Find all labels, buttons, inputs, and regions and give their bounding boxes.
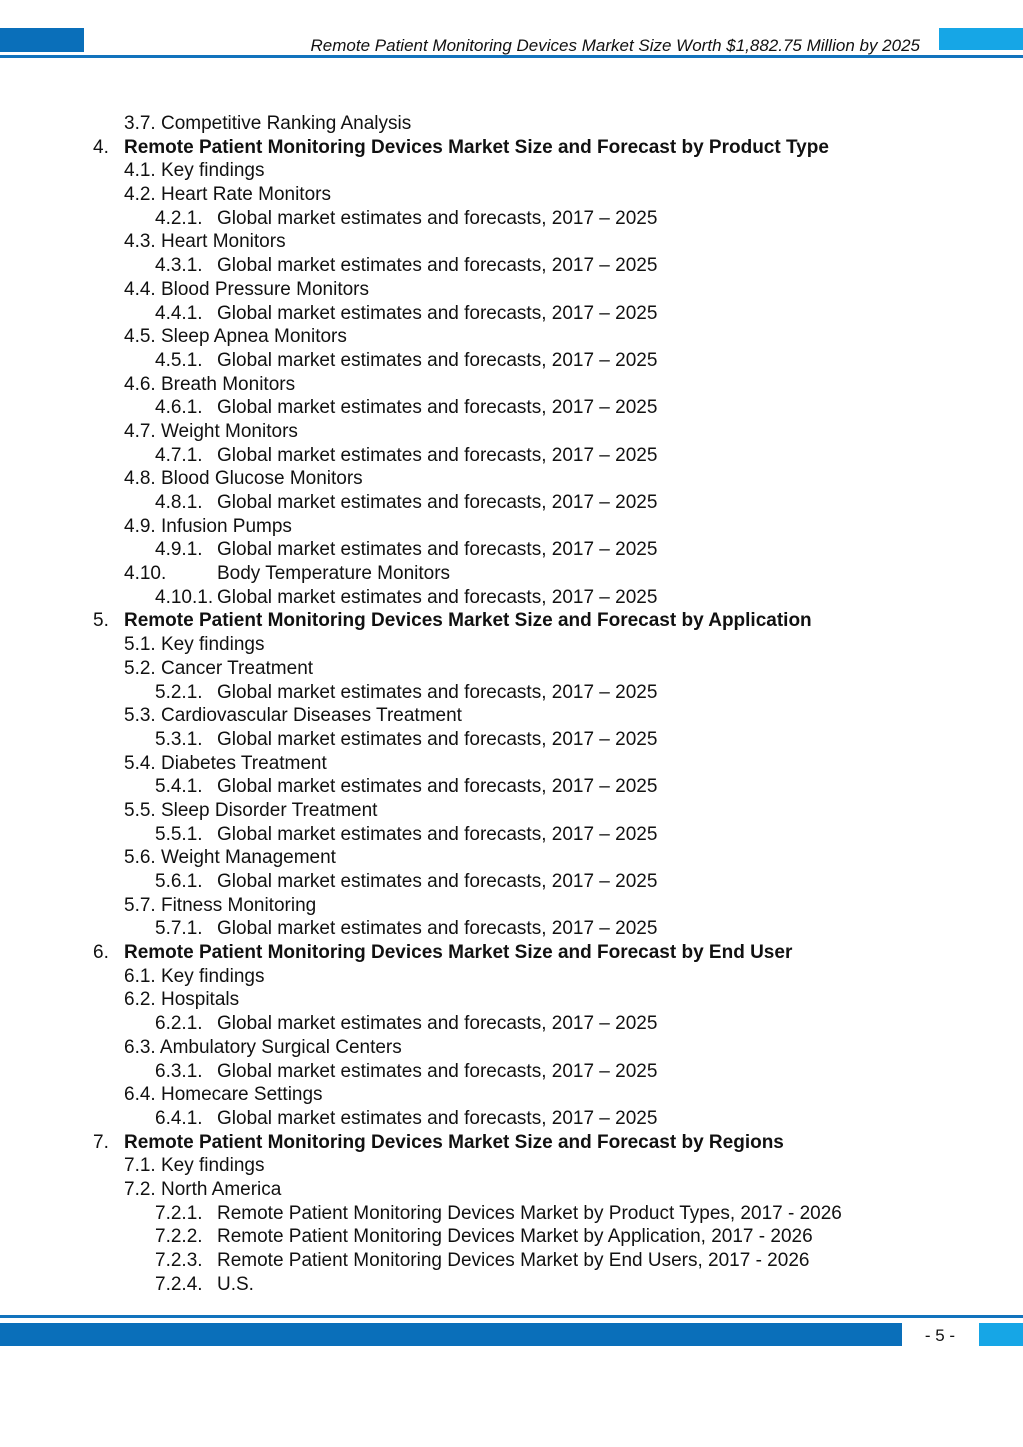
toc-entry-title: 6.1. Key findings [124, 965, 265, 987]
toc-entry [0, 1178, 1023, 1202]
toc-entry-title: Global market estimates and forecasts, 2017 – 2025 [217, 728, 658, 750]
toc-entry [0, 373, 1023, 397]
toc-entry-number: 4. [93, 136, 109, 158]
toc-entry [0, 396, 1023, 420]
toc-entry [0, 870, 1023, 894]
toc-entry-number: 6.2.1. [155, 1013, 203, 1035]
toc-entry-number: 7.2.4. [155, 1273, 203, 1295]
toc-entry-number: 6. [93, 942, 109, 964]
toc-entry-title: 4.4. Blood Pressure Monitors [124, 278, 370, 300]
toc-entry [0, 1273, 1023, 1297]
toc-entry [0, 207, 1023, 231]
toc-entry [0, 278, 1023, 302]
toc-entry-number: 4.10. [124, 563, 167, 585]
toc-entry-number: 6.4.1. [155, 1107, 203, 1129]
toc-entry-title: Global market estimates and forecasts, 2017 – 2025 [217, 823, 658, 845]
toc-entry-number: 4.2.1. [155, 207, 203, 229]
toc-entry-title: 4.7. Weight Monitors [124, 420, 298, 442]
toc-entry-title: 3.7. Competitive Ranking Analysis [124, 113, 412, 134]
toc-entry-title: Global market estimates and forecasts, 2017 – 2025 [217, 1060, 658, 1082]
toc-entry-title: 5.1. Key findings [124, 634, 265, 656]
toc-entry [0, 349, 1023, 373]
toc-entry [0, 420, 1023, 444]
toc-entry-number: 4.9.1. [155, 539, 203, 561]
toc-entry-number: 5.4.1. [155, 776, 203, 798]
toc-entry-title: Remote Patient Monitoring Devices Market Size and Forecast by Regions [124, 1131, 784, 1153]
header-accent-bar-right [939, 28, 1023, 50]
running-header-title: Remote Patient Monitoring Devices Market Size Worth $1,882.75 Million by 2025 [310, 36, 920, 55]
toc-chapter-entry [0, 136, 1023, 160]
toc-entry-title: Global market estimates and forecasts, 2017 – 2025 [217, 586, 658, 608]
toc-entry [0, 1012, 1023, 1036]
toc-entry [0, 538, 1023, 562]
toc-entry-number: 5.2.1. [155, 681, 203, 703]
toc-entry [0, 1036, 1023, 1060]
toc-entry [0, 1060, 1023, 1084]
toc-entry [0, 1107, 1023, 1131]
toc-entry-number: 7.2.2. [155, 1226, 203, 1248]
toc-entry [0, 1249, 1023, 1273]
toc-entry-number: 4.7.1. [155, 444, 203, 466]
toc-entry-title: Global market estimates and forecasts, 2017 – 2025 [217, 302, 658, 324]
toc-entry-title: Remote Patient Monitoring Devices Market Size and Forecast by Product Type [124, 136, 829, 158]
toc-entry [0, 657, 1023, 681]
toc-entry-number: 7.2.1. [155, 1202, 203, 1224]
toc-entry-title: Global market estimates and forecasts, 2017 – 2025 [217, 492, 658, 513]
toc-entry [0, 112, 1023, 136]
toc-entry-title: 4.1. Key findings [124, 160, 265, 182]
toc-entry-title: 4.5. Sleep Apnea Monitors [124, 326, 347, 348]
footer-accent-bar-right [979, 1323, 1023, 1346]
toc-entry-title: Remote Patient Monitoring Devices Market by End Users, 2017 - 2026 [217, 1250, 810, 1271]
toc-entry-number: 4.10.1. [155, 586, 214, 608]
toc-entry-number: 7. [93, 1131, 109, 1153]
toc-entry [0, 183, 1023, 207]
toc-entry [0, 728, 1023, 752]
toc-entry-title: 4.6. Breath Monitors [124, 373, 296, 395]
toc-entry-title: Remote Patient Monitoring Devices Market by Product Types, 2017 - 2026 [217, 1202, 842, 1224]
toc-entry [0, 1202, 1023, 1226]
toc-entry-title: Global market estimates and forecasts, 2017 – 2025 [217, 539, 658, 561]
toc-entry-number: 5.3.1. [155, 728, 203, 750]
toc-entry [0, 467, 1023, 491]
toc-entry-number: 4.6.1. [155, 397, 203, 419]
toc-entry-number: 5.6.1. [155, 871, 203, 892]
toc-entry [0, 515, 1023, 539]
toc-entry-number: 5. [93, 610, 109, 632]
toc-entry [0, 586, 1023, 610]
toc-entry-title: Global market estimates and forecasts, 2017 – 2025 [217, 1013, 658, 1035]
page-number: - 5 - [924, 1326, 956, 1345]
toc-chapter-entry [0, 1131, 1023, 1155]
toc-entry [0, 491, 1023, 515]
toc-entry-title: 5.3. Cardiovascular Diseases Treatment [124, 705, 462, 727]
toc-entry-title: Global market estimates and forecasts, 2017 – 2025 [217, 776, 658, 798]
toc-entry-title: Global market estimates and forecasts, 2017 – 2025 [217, 918, 658, 940]
toc-entry-title: 6.2. Hospitals [124, 989, 240, 1011]
toc-entry-number: 6.3.1. [155, 1060, 203, 1082]
toc-entry [0, 988, 1023, 1012]
toc-entry [0, 704, 1023, 728]
toc-entry-title: Body Temperature Monitors [217, 563, 451, 585]
toc-entry [0, 159, 1023, 183]
toc-entry [0, 681, 1023, 705]
toc-entry-title: 5.5. Sleep Disorder Treatment [124, 799, 378, 821]
footer-rule [0, 1315, 1023, 1318]
toc-entry-title: Global market estimates and forecasts, 2017 – 2025 [217, 349, 658, 371]
toc-entry-title: 4.2. Heart Rate Monitors [124, 184, 331, 206]
toc-entry-title: 7.1. Key findings [124, 1155, 265, 1177]
toc-entry-number: 4.8.1. [155, 492, 203, 513]
toc-entry-title: 7.2. North America [124, 1178, 282, 1200]
toc-entry-number: 4.3.1. [155, 255, 203, 277]
toc-entry-title: 5.6. Weight Management [124, 847, 336, 869]
toc-entry-title: 5.4. Diabetes Treatment [124, 752, 327, 774]
toc-entry [0, 562, 1023, 586]
toc-entry [0, 965, 1023, 989]
toc-entry-title: Global market estimates and forecasts, 2017 – 2025 [217, 681, 658, 703]
toc-entry [0, 775, 1023, 799]
toc-entry [0, 302, 1023, 326]
toc-chapter-entry [0, 609, 1023, 633]
toc-entry-title: 5.7. Fitness Monitoring [124, 894, 317, 916]
toc-entry [0, 917, 1023, 941]
footer-accent-bar-left [0, 1323, 902, 1346]
toc-entry [0, 1083, 1023, 1107]
toc-entry-title: U.S. [217, 1273, 254, 1295]
toc-entry-title: Global market estimates and forecasts, 2017 – 2025 [217, 207, 658, 229]
toc-entry-title: 4.9. Infusion Pumps [124, 515, 292, 537]
toc-entry-title: Remote Patient Monitoring Devices Market by Application, 2017 - 2026 [217, 1226, 813, 1248]
toc-entry [0, 230, 1023, 254]
toc-entry [0, 799, 1023, 823]
toc-entry [0, 752, 1023, 776]
table-of-contents [0, 112, 1023, 1296]
toc-entry [0, 444, 1023, 468]
toc-entry [0, 823, 1023, 847]
toc-entry-number: 5.7.1. [155, 918, 203, 940]
toc-entry [0, 1154, 1023, 1178]
toc-entry [0, 846, 1023, 870]
toc-entry-title: 5.2. Cancer Treatment [124, 657, 314, 679]
toc-entry-title: Global market estimates and forecasts, 2017 – 2025 [217, 397, 658, 419]
toc-entry [0, 1225, 1023, 1249]
toc-entry-title: 4.8. Blood Glucose Monitors [124, 468, 363, 490]
toc-chapter-entry [0, 941, 1023, 965]
toc-entry-number: 4.5.1. [155, 349, 203, 371]
toc-entry-title: Global market estimates and forecasts, 2017 – 2025 [217, 444, 658, 466]
header-accent-bar-left [0, 28, 84, 52]
toc-entry [0, 894, 1023, 918]
toc-entry-title: Global market estimates and forecasts, 2017 – 2025 [217, 1107, 658, 1129]
toc-entry-title: Remote Patient Monitoring Devices Market Size and Forecast by Application [124, 610, 812, 632]
toc-entry-title: 4.3. Heart Monitors [124, 231, 286, 253]
toc-entry [0, 325, 1023, 349]
toc-entry-title: Global market estimates and forecasts, 2017 – 2025 [217, 871, 658, 892]
toc-entry-title: Global market estimates and forecasts, 2017 – 2025 [217, 255, 658, 277]
toc-entry-number: 7.2.3. [155, 1250, 203, 1271]
toc-entry [0, 633, 1023, 657]
toc-entry-number: 5.5.1. [155, 823, 203, 845]
toc-entry-title: 6.4. Homecare Settings [124, 1084, 323, 1106]
toc-entry-title: Remote Patient Monitoring Devices Market Size and Forecast by End User [124, 942, 793, 964]
header-rule [0, 55, 1023, 58]
toc-entry-title: 6.3. Ambulatory Surgical Centers [124, 1036, 402, 1058]
toc-entry-number: 4.4.1. [155, 302, 203, 324]
toc-entry [0, 254, 1023, 278]
